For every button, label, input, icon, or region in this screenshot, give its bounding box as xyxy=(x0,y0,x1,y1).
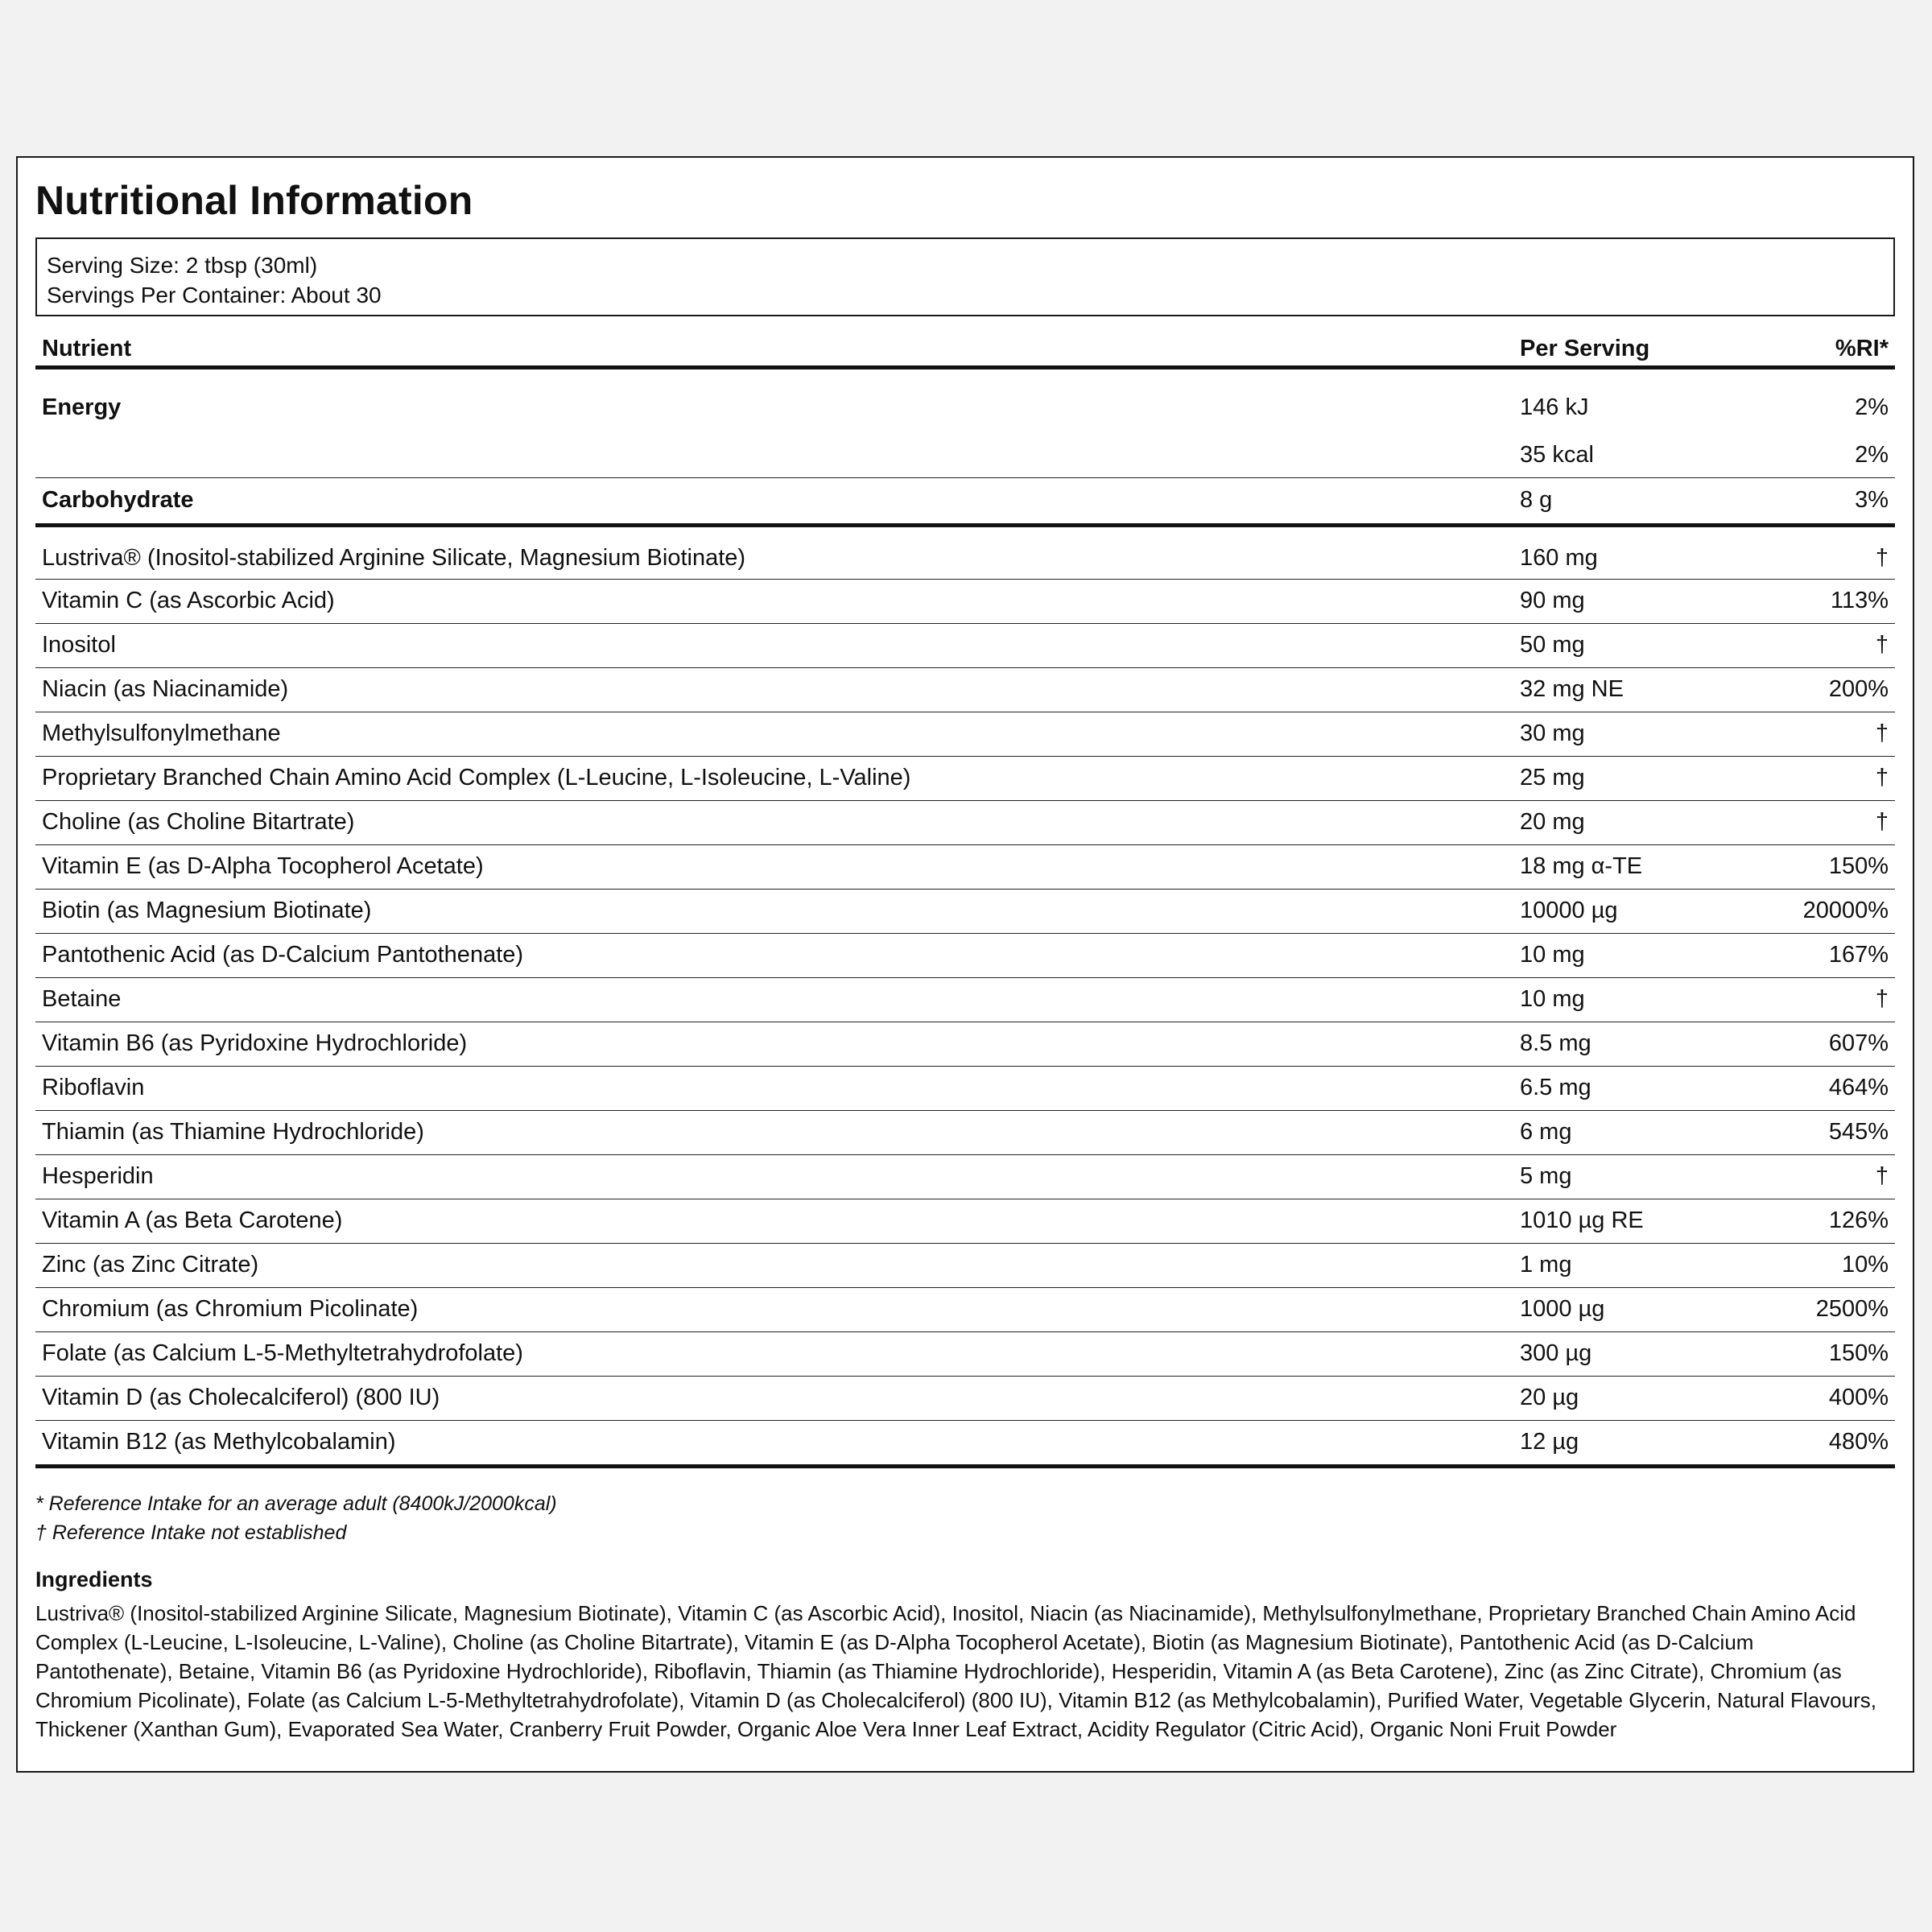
nutrient-name: Inositol xyxy=(35,623,1513,667)
nutrient-ri: 2500% xyxy=(1768,1287,1895,1331)
nutrient-amount: 6 mg xyxy=(1513,1110,1768,1154)
nutrient-ri: 200% xyxy=(1768,667,1895,712)
footnote-reference: * Reference Intake for an average adult (8400kJ/2000kcal) xyxy=(35,1492,557,1515)
serving-size: Serving Size: 2 tbsp (30ml) xyxy=(47,253,318,278)
nutrient-ri: 10% xyxy=(1768,1243,1895,1287)
energy-row-kj xyxy=(35,368,1895,434)
nutrient-name: Riboflavin xyxy=(35,1066,1513,1110)
nutrient-ri: † xyxy=(1768,1154,1895,1199)
footnote-not-established: † Reference Intake not established xyxy=(35,1521,347,1544)
energy-kj-ri: 2% xyxy=(1855,394,1889,421)
nutrient-amount: 1000 µg xyxy=(1513,1287,1768,1331)
header-nutrient: Nutrient xyxy=(35,332,1513,368)
nutrient-name: Vitamin D (as Cholecalciferol) (800 IU) xyxy=(35,1376,1513,1420)
nutrient-ri: 607% xyxy=(1768,1022,1895,1066)
nutrient-amount: 25 mg xyxy=(1513,756,1768,800)
nutrient-name: Methylsulfonylmethane xyxy=(35,712,1513,756)
nutrient-name: Vitamin E (as D-Alpha Tocopherol Acetate) xyxy=(35,844,1513,889)
nutrient-ri: 113% xyxy=(1768,579,1895,623)
energy-row-kcal xyxy=(35,434,1895,478)
nutrient-name: Biotin (as Magnesium Biotinate) xyxy=(35,889,1513,933)
nutrient-ri: † xyxy=(1768,977,1895,1022)
table-row xyxy=(35,1376,1895,1420)
table-row xyxy=(35,623,1895,667)
nutrition-table xyxy=(35,332,1895,1468)
nutrient-ri: 20000% xyxy=(1768,889,1895,933)
carbohydrate-label: Carbohydrate xyxy=(35,477,1513,525)
energy-label: Energy xyxy=(42,394,122,421)
table-row xyxy=(35,756,1895,800)
carbohydrate-ri: 3% xyxy=(1768,477,1895,525)
table-row xyxy=(35,1066,1895,1110)
nutrient-amount: 300 µg xyxy=(1513,1331,1768,1376)
nutrient-amount: 32 mg NE xyxy=(1513,667,1768,712)
nutrient-amount: 30 mg xyxy=(1513,712,1768,756)
nutrient-ri: † xyxy=(1768,756,1895,800)
nutrient-ri: 400% xyxy=(1768,1376,1895,1420)
nutrient-name: Vitamin B12 (as Methylcobalamin) xyxy=(35,1420,1513,1466)
carbohydrate-row xyxy=(35,477,1895,525)
nutrient-name: Thiamin (as Thiamine Hydrochloride) xyxy=(35,1110,1513,1154)
ingredients-text: Lustriva® (Inositol-stabilized Arginine Silicate, Magnesium Biotinate), Vitamin C (as Ascorbic Acid), Inositol, Niacin (as Niacinamide), Methylsulfonylmethane, Proprietary Branched Chain Amino Acid Complex (L-Leucine, L-Isoleucine, L-Valine), Choline (as Choline Bitartrate), Vitamin E (as D-Alpha Tocopherol Acetate), Biotin (as Magnesium Biotinate), Pantothenic Acid (as D-Calcium Pantothenate), Betaine, Vitamin B6 (as Pyridoxine Hydrochloride), Riboflavin, Thiamin (as Thiamine Hydrochloride), Hesperidin, Vitamin A (as Beta Carotene), Zinc (as Zinc Citrate), Chromium (as Chromium Picolinate), Folate (as Calcium L-5-Methyltetrahydrofolate), Vitamin D (as Cholecalciferol) (800 IU), Vitamin B12 (as Methylcobalamin), Purified Water, Vegetable Glycerin, Natural Flavours, Thickener (Xanthan Gum), Evaporated Sea Water, Cranberry Fruit Powder, Organic Aloe Vera Inner Leaf Extract, Acidity Regulator (Citric Acid), Organic Noni Fruit Powder xyxy=(35,1600,1876,1741)
table-row xyxy=(35,844,1895,889)
nutrient-name: Proprietary Branched Chain Amino Acid Complex (L-Leucine, L-Isoleucine, L-Valine) xyxy=(35,756,1513,800)
nutrient-ri: † xyxy=(1768,525,1895,579)
nutrient-amount: 10000 µg xyxy=(1513,889,1768,933)
nutrient-ri: 126% xyxy=(1768,1199,1895,1243)
nutrient-ri: 150% xyxy=(1768,1331,1895,1376)
nutrient-name: Hesperidin xyxy=(35,1154,1513,1199)
nutrient-ri: 480% xyxy=(1768,1420,1895,1466)
nutrient-ri: 167% xyxy=(1768,933,1895,977)
table-row xyxy=(35,1287,1895,1331)
serving-info-box xyxy=(35,237,1895,316)
energy-kcal-ri: 2% xyxy=(1768,434,1895,478)
nutrition-panel xyxy=(16,156,1914,1773)
nutrient-amount: 5 mg xyxy=(1513,1154,1768,1199)
table-row xyxy=(35,1199,1895,1243)
servings-per-container: Servings Per Container: About 30 xyxy=(47,283,382,308)
header-per-serving: Per Serving xyxy=(1513,332,1768,368)
footnotes xyxy=(35,1489,1895,1547)
nutrient-amount: 18 mg α-TE xyxy=(1513,844,1768,889)
nutrient-amount: 90 mg xyxy=(1513,579,1768,623)
table-row xyxy=(35,977,1895,1022)
nutrient-amount: 160 mg xyxy=(1513,525,1768,579)
nutrient-amount: 20 µg xyxy=(1513,1376,1768,1420)
nutrient-ri: 150% xyxy=(1768,844,1895,889)
table-row xyxy=(35,667,1895,712)
nutrient-amount: 10 mg xyxy=(1513,977,1768,1022)
nutrient-amount: 12 µg xyxy=(1513,1420,1768,1466)
nutrient-name: Pantothenic Acid (as D-Calcium Pantothenate) xyxy=(35,933,1513,977)
table-row xyxy=(35,1331,1895,1376)
nutrient-name: Lustriva® (Inositol-stabilized Arginine Silicate, Magnesium Biotinate) xyxy=(35,525,1513,579)
nutrient-ri: † xyxy=(1768,800,1895,844)
page-title: Nutritional Information xyxy=(35,178,473,223)
nutrient-name: Choline (as Choline Bitartrate) xyxy=(35,800,1513,844)
nutrient-amount: 20 mg xyxy=(1513,800,1768,844)
nutrient-amount: 8.5 mg xyxy=(1513,1022,1768,1066)
nutrient-name: Niacin (as Niacinamide) xyxy=(35,667,1513,712)
nutrient-amount: 1 mg xyxy=(1513,1243,1768,1287)
table-row xyxy=(35,800,1895,844)
energy-kcal: 35 kcal xyxy=(1513,434,1768,478)
table-row xyxy=(35,712,1895,756)
nutrient-amount: 1010 µg RE xyxy=(1513,1199,1768,1243)
nutrient-name: Vitamin C (as Ascorbic Acid) xyxy=(35,579,1513,623)
nutrient-name: Folate (as Calcium L-5-Methyltetrahydrofolate) xyxy=(35,1331,1513,1376)
nutrient-name: Vitamin A (as Beta Carotene) xyxy=(35,1199,1513,1243)
header-ri: %RI* xyxy=(1768,332,1895,368)
nutrient-name: Vitamin B6 (as Pyridoxine Hydrochloride) xyxy=(35,1022,1513,1066)
table-row xyxy=(35,889,1895,933)
table-row xyxy=(35,933,1895,977)
table-row xyxy=(35,1022,1895,1066)
table-row xyxy=(35,1243,1895,1287)
nutrient-ri: 464% xyxy=(1768,1066,1895,1110)
energy-kj: 146 kJ xyxy=(1520,394,1589,421)
nutrient-ri: † xyxy=(1768,712,1895,756)
carbohydrate-amount: 8 g xyxy=(1513,477,1768,525)
nutrient-name: Chromium (as Chromium Picolinate) xyxy=(35,1287,1513,1331)
energy-kcal-blank xyxy=(35,434,1513,478)
nutrient-amount: 10 mg xyxy=(1513,933,1768,977)
table-row xyxy=(35,1420,1895,1466)
nutrient-amount: 6.5 mg xyxy=(1513,1066,1768,1110)
nutrient-ri: 545% xyxy=(1768,1110,1895,1154)
nutrient-name: Zinc (as Zinc Citrate) xyxy=(35,1243,1513,1287)
ingredients-title: Ingredients xyxy=(35,1567,153,1591)
nutrient-ri: † xyxy=(1768,623,1895,667)
table-row xyxy=(35,1110,1895,1154)
table-row xyxy=(35,579,1895,623)
nutrient-amount: 50 mg xyxy=(1513,623,1768,667)
table-row xyxy=(35,1154,1895,1199)
table-header-row xyxy=(35,332,1895,368)
table-row xyxy=(35,525,1895,579)
nutrient-name: Betaine xyxy=(35,977,1513,1022)
